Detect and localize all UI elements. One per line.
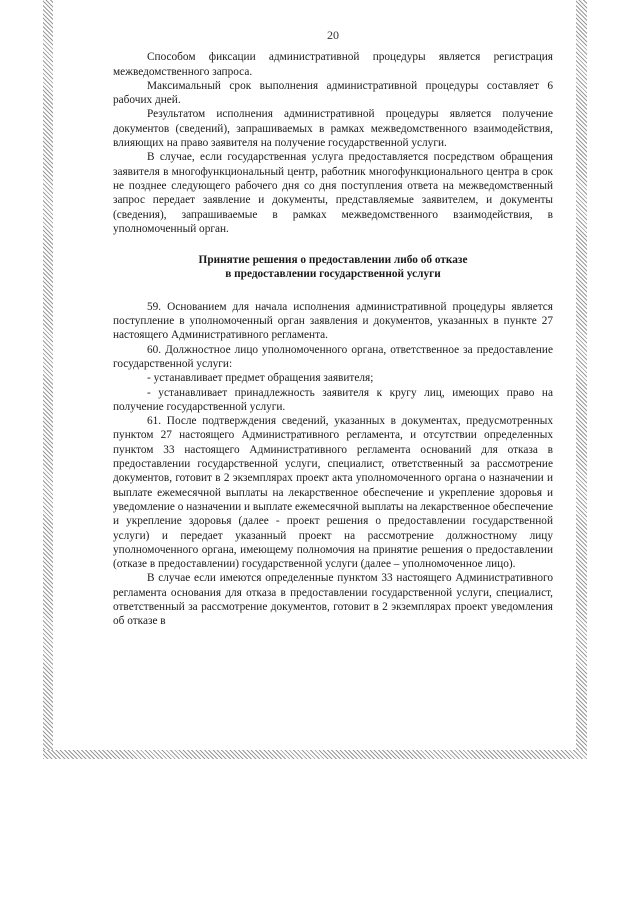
paragraph-max-term: Максимальный срок выполнения административной процедуры составляет 6 рабочих дней.: [113, 79, 553, 107]
section-heading: [113, 253, 553, 282]
page-number: 20: [327, 28, 339, 42]
paragraph-60: 60. Должностное лицо уполномоченного органа, ответственное за предоставление государственной услуги:: [113, 343, 553, 370]
list-item-subject: - устанавливает предмет обращения заявителя;: [147, 372, 374, 385]
scan-border-bottom: [43, 750, 587, 759]
scan-border-right: [576, 0, 587, 757]
paragraph-59: 59. Основанием для начала исполнения административной процедуры является поступление в уполномоченный орган заявления и документов, указанных в пункте 27 настоящего Административного регламента.: [113, 300, 553, 342]
paragraph-61: 61. После подтверждения сведений, указанных в документах, предусмотренных пунктом 27 настоящего Административного регламента, и отсутствии определенных пунктом 33 настоящего Административного регламента оснований для отказа в предоставлении государственной услуги, специалист, ответственный за рассмотрение документов, готовит в 2 экземплярах проект акта уполномоченного органа о назначении и выплате ежемесячной выплаты на лекарственное обеспечение и укрепление здоровья и уведомление о назначении и выплате ежемесячной выплаты на лекарственное обеспечение и укрепление здоровья (далее - проект решения о предоставлении государственной услуги) и передает указанный проект на рассмотрение должностному лицу уполномоченного органа, имеющему полномочия на принятие решения о предоставлении (отказе в предоставлении) государственной услуги (далее – уполномоченное лицо).: [113, 415, 553, 571]
section-heading-line-2: в предоставлении государственной услуги: [225, 268, 441, 281]
list-item-eligibility: - устанавливает принадлежность заявителя к кругу лиц, имеющих право на получение государственной услуги.: [113, 386, 553, 413]
paragraph-refusal: В случае если имеются определенные пунктом 33 настоящего Административного регламента основания для отказа в предоставлении государственной услуги, специалист, ответственный за рассмотрение документов, готовит в 2 экземплярах проект уведомления об отказе в: [113, 572, 553, 628]
document-page: [113, 28, 553, 629]
paragraph-mfc: В случае, если государственная услуга предоставляется посредством обращения заявителя в многофункциональный центр, работник многофункционального центра в срок не позднее следующего рабочего дня со дня поступления ответа на межведомственный запрос передает заявление и документы, представляемые заявителем, и документы (сведения), запрашиваемые в рамках межведомственного взаимодействия, в уполномоченный орган.: [113, 151, 553, 235]
paragraph-result: Результатом исполнения административной процедуры является получение документов (сведений), запрашиваемых в рамках межведомственного взаимодействия, влияющих на право заявителя на получение государственной услуги.: [113, 108, 553, 150]
paragraph-fixation: Способом фиксации административной процедуры является регистрация межведомственного запроса.: [113, 51, 553, 78]
scan-border-left: [43, 0, 53, 757]
section-heading-line-1: Принятие решения о предоставлении либо об отказе: [198, 254, 468, 267]
